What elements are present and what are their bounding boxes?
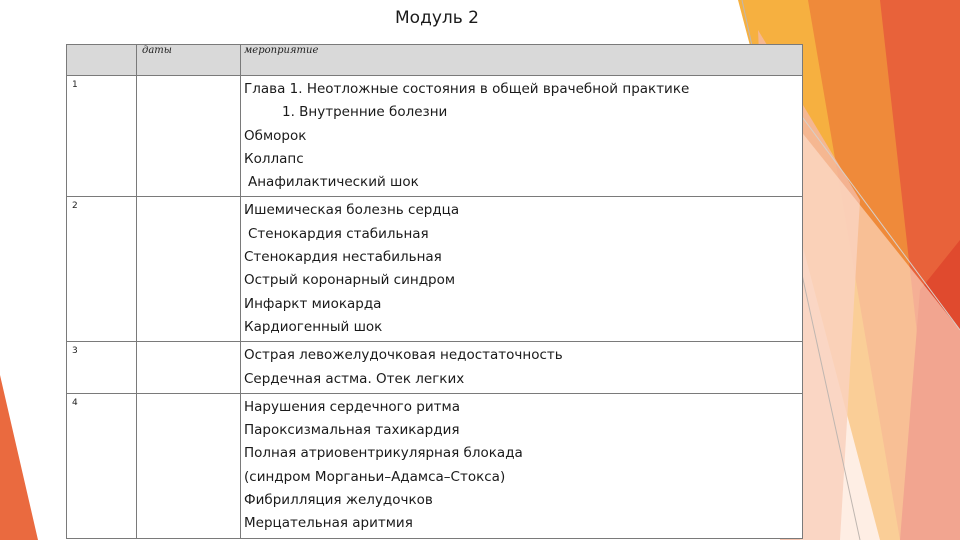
events-cell <box>241 342 803 394</box>
event-item: Фибрилляция желудочков <box>244 492 433 509</box>
events-cell <box>241 76 803 197</box>
event-item: Нарушения сердечного ритма <box>244 398 460 415</box>
event-item: Анафилактический шок <box>248 174 419 191</box>
row-number: 2 <box>67 197 137 342</box>
row-number: 4 <box>67 393 137 538</box>
dates-cell <box>137 393 241 538</box>
header-dates: даты <box>137 45 241 76</box>
table-row <box>67 393 803 538</box>
schedule-table <box>66 44 803 539</box>
row-number: 1 <box>67 76 137 197</box>
event-item: Пароксизмальная тахикардия <box>244 422 460 439</box>
event-item: Обморок <box>244 127 307 144</box>
table-row <box>67 76 803 197</box>
event-item: 1. Внутренние болезни <box>282 104 448 121</box>
event-item: Стенокардия нестабильная <box>244 249 442 266</box>
table-row <box>67 197 803 342</box>
events-cell <box>241 393 803 538</box>
event-item: Мерцательная аритмия <box>244 515 413 532</box>
event-item: Коллапс <box>244 150 304 167</box>
left-orange-shape <box>0 375 38 540</box>
event-item: Кардиогенный шок <box>244 318 383 335</box>
table-header-row <box>67 45 803 76</box>
header-num <box>67 45 137 76</box>
event-item: Инфаркт миокарда <box>244 295 382 312</box>
event-item: Острая левожелудочковая недостаточность <box>244 347 563 364</box>
events-cell <box>241 197 803 342</box>
event-item: (синдром Морганьи–Адамса–Стокса) <box>244 468 506 485</box>
header-events: мероприятие <box>241 45 803 76</box>
dates-cell <box>137 76 241 197</box>
page-title: Модуль 2 <box>395 8 479 28</box>
event-item: Глава 1. Неотложные состояния в общей врачебной практике <box>244 81 690 97</box>
event-item: Сердечная астма. Отек легких <box>244 370 465 387</box>
event-item: Ишемическая болезнь сердца <box>244 202 460 219</box>
event-item: Полная атриовентрикулярная блокада <box>244 445 523 462</box>
dates-cell <box>137 342 241 394</box>
event-item: Стенокардия стабильная <box>248 225 429 242</box>
dates-cell <box>137 197 241 342</box>
row-number: 3 <box>67 342 137 394</box>
event-item: Острый коронарный синдром <box>244 272 456 289</box>
table-row <box>67 342 803 394</box>
